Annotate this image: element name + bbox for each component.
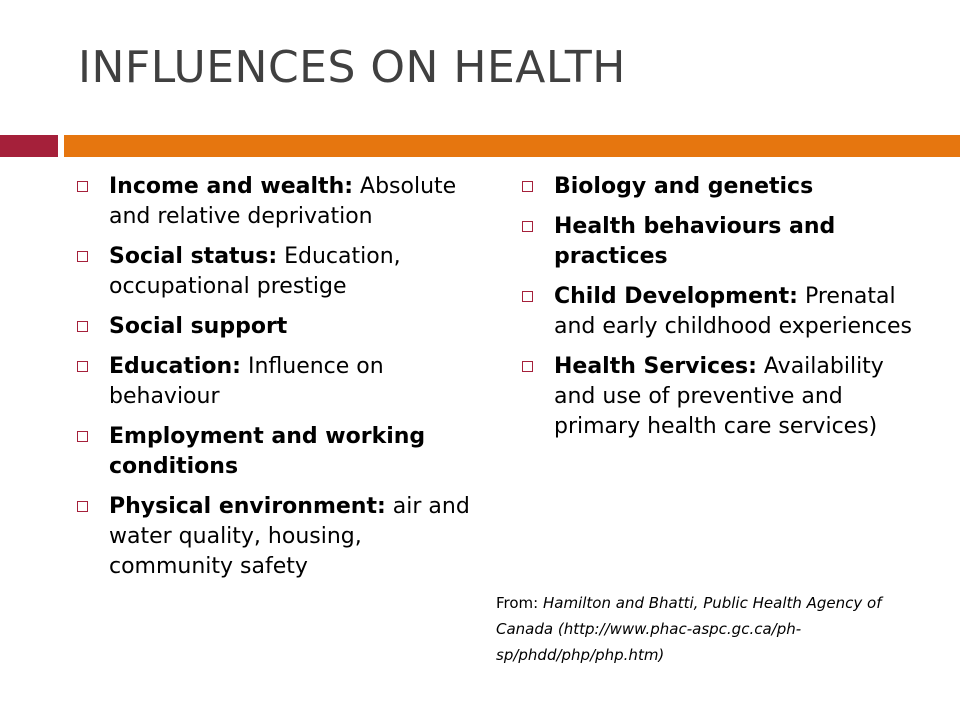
list-item	[520, 212, 920, 272]
item-body: air and water quality, housing, community safety	[109, 494, 470, 579]
item-heading: Child Development:	[554, 284, 798, 309]
item-heading: Health behaviours and practices	[554, 214, 836, 269]
square-bullet-icon	[77, 251, 88, 262]
square-bullet-icon	[77, 361, 88, 372]
square-bullet-icon	[77, 321, 88, 332]
item-heading: Social status:	[109, 244, 278, 269]
list-item	[520, 282, 920, 342]
item-heading: Health Services:	[554, 354, 757, 379]
list-item	[75, 422, 470, 482]
list-item	[75, 492, 470, 582]
list-item	[520, 352, 920, 442]
right-bullet-list	[520, 172, 920, 452]
slide-title: INFLUENCES ON HEALTH	[78, 42, 626, 93]
item-heading: Social support	[109, 314, 288, 339]
square-bullet-icon	[522, 181, 533, 192]
item-heading: Physical environment:	[109, 494, 386, 519]
item-body: Absolute and relative deprivation	[109, 174, 457, 229]
item-heading: Employment and working conditions	[109, 424, 426, 479]
item-heading: Biology and genetics	[554, 174, 814, 199]
source-prefix: From:	[496, 594, 543, 612]
list-item	[75, 172, 470, 232]
item-body: Prenatal and early childhood experiences	[554, 284, 913, 339]
square-bullet-icon	[77, 181, 88, 192]
item-body: Influence on behaviour	[109, 354, 384, 409]
square-bullet-icon	[77, 501, 88, 512]
left-bullet-list	[75, 172, 470, 592]
list-item	[75, 242, 470, 302]
source-text: Hamilton and Bhatti, Public Health Agency of Canada (http://www.phac-aspc.gc.ca/ph-sp/phdd/php/php.htm)	[496, 594, 882, 664]
square-bullet-icon	[522, 361, 533, 372]
source-citation	[496, 590, 916, 668]
item-body: Availability and use of preventive and primary health care services)	[554, 354, 884, 439]
list-item	[75, 352, 470, 412]
accent-bar-right	[64, 135, 960, 157]
item-heading: Education:	[109, 354, 241, 379]
item-body: Education, occupational prestige	[109, 244, 401, 299]
square-bullet-icon	[77, 431, 88, 442]
list-item	[520, 172, 920, 202]
item-heading: Income and wealth:	[109, 174, 354, 199]
square-bullet-icon	[522, 221, 533, 232]
square-bullet-icon	[522, 291, 533, 302]
list-item	[75, 312, 470, 342]
accent-bar-left	[0, 135, 58, 157]
